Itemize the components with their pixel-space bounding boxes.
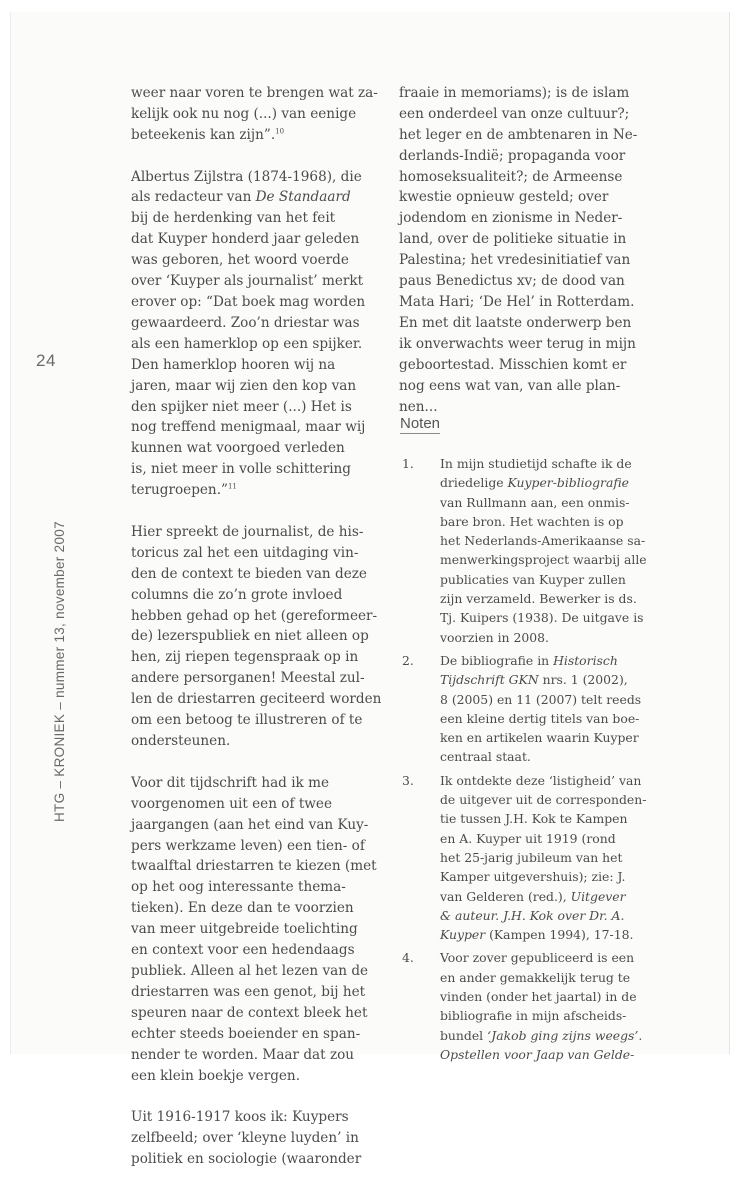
- note-text: Ik ontdekte deze ‘listigheid’ van de uitgever uit de corresponden- tie tussen J.H. Kok te Kampen en A. Kuyper uit 1919 (rond het 25-jarig jubileum van het Kamper uitgevershuis); zie: J. van Gelderen (red.), Uitgever & auteur. J.H. Kok over Dr. A. Kuyper (Kampen 1994), 17-18.: [440, 772, 647, 943]
- paragraph: Uit 1916-1917 koos ik: Kuypers zelfbeeld; over ‘kleyne luyden’ in politiek en sociologie (waaronder: [131, 1109, 362, 1168]
- paragraph-text: Albertus Zijlstra (1874-1968), die als redacteur van: [131, 168, 362, 206]
- note-title: Uitgever & auteur. J.H. Kok over Dr. A. Kuyper: [440, 888, 626, 943]
- note-text: In mijn studietijd schafte ik de driedelige Kuyper-bibliografie van Rullmann aan, een onmis- bare bron. Het wachten is op het Nederlands-Amerikaanse sa- menwerkingsproject waarbij alle publicaties van Kuyper zullen zijn verzameld. Bewerker is ds. Tj. Kuipers (1938). De uitgave is voorzien in 2008.: [440, 456, 647, 645]
- paragraph: Voor dit tijdschrift had ik me voorgenomen uit een of twee jaargangen (aan het eind van Kuy- pers werkzame leven) een tien- of twaalftal driestarren te kiezen (met op het oog interessante thema- tieken). En deze dan te voorzien van meer uitgebreide toelichting en context voor een hedendaags publiek. Alleen al het lezen van de driestarren was een genot, bij het speuren naar de context bleek het echter steeds boeiender en span- nender te worden. Maar dat zou een klein boekje vergen.: [131, 774, 377, 1084]
- note-item: [400, 454, 720, 647]
- footnote-ref: 10: [275, 127, 285, 136]
- paragraph-text: weer naar voren te brengen wat za- kelijk ook nu nog (...) van eenige beteekenis kan zijn”.: [131, 84, 378, 143]
- running-head: HTG – KRONIEK – nummer 13, november 2007: [52, 521, 67, 822]
- page-number: 24: [36, 351, 56, 370]
- note-number: 3.: [402, 772, 414, 788]
- note-number: 4.: [402, 950, 414, 966]
- note-item: [400, 771, 720, 945]
- note-item: [400, 948, 720, 1064]
- note-number: 2.: [402, 652, 414, 668]
- newspaper-title: De Standaard: [255, 189, 351, 206]
- right-column: [399, 62, 674, 438]
- notes-heading: Noten: [400, 415, 441, 432]
- note-title: Kuyper-bibliografie: [507, 475, 629, 491]
- note-number: 1.: [402, 456, 414, 471]
- note-item: [400, 651, 720, 767]
- paragraph: fraaie in memoriams); is de islam een onderdeel van onze cultuur?; het leger en de ambtenaren in Ne- derlands-Indië; propaganda voor homoseksualiteit?; de Armeense kwestie opnieuw gesteld; over jodendom en zionisme in Neder- land, over de politieke situatie in Palestina; het vredesinitiatief van paus Benedictus xv; de dood van Mata Hari; ‘De Hel’ in Rotterdam. En met dit laatste onderwerp ben ik onverwachts weer terug in mijn geboortestad. Misschien komt er nog eens wat van, van alle plan- nen...: [399, 84, 638, 415]
- note-title: Historisch Tijdschrift GKN: [440, 652, 618, 688]
- paragraph: [131, 83, 406, 146]
- footnote-ref: 11: [227, 482, 237, 491]
- note-title: ‘Jakob ging zijns weegs’. Opstellen voor Jaap van Gelde-: [440, 1027, 643, 1062]
- note-text: De bibliografie in Historisch Tijdschrift GKN nrs. 1 (2002), 8 (2005) en 11 (2007) telt reeds een kleine dertig titels van boe- ken en artikelen waarin Kuyper centraal staat.: [440, 652, 642, 765]
- note-text: Voor zover gepubliceerd is een en ander gemakkelijk terug te vinden (onder het jaartal) in de bibliografie in mijn afscheids- bundel ‘Jakob ging zijns weegs’. Opstellen voor Jaap van Gelde-: [440, 950, 643, 1062]
- paragraph: [131, 167, 406, 502]
- notes-list: [400, 454, 720, 1068]
- paragraph: Hier spreekt de journalist, de his- toricus zal het een uitdaging vin- den de context te bieden van deze columns die zo’n grote invloed hebben gehad op het (gereformeer- de) lezerspubliek en niet alleen op hen, zij riepen tegenspraak op in andere persorganen! Meestal zul- len de driestarren geciteerd worden om een betoog te illustreren of te ondersteunen.: [131, 523, 382, 749]
- left-column: [131, 62, 406, 1191]
- paragraph-text: bij de herdenking van het feit dat Kuyper honderd jaar geleden was geboren, het woord voerde over ‘Kuyper als journalist’ merkt erover op: “Dat boek mag worden gewaardeerd. Zoo’n driestar was als een hamerklop op een spijker. Den hamerklop hooren wij na jaren, maar wij zien den kop van den spijker niet meer (...) Het is nog treffend menigmaal, maar wij kunnen wat voorgoed verleden is, niet meer in volle schittering terugroepen.”: [131, 210, 366, 499]
